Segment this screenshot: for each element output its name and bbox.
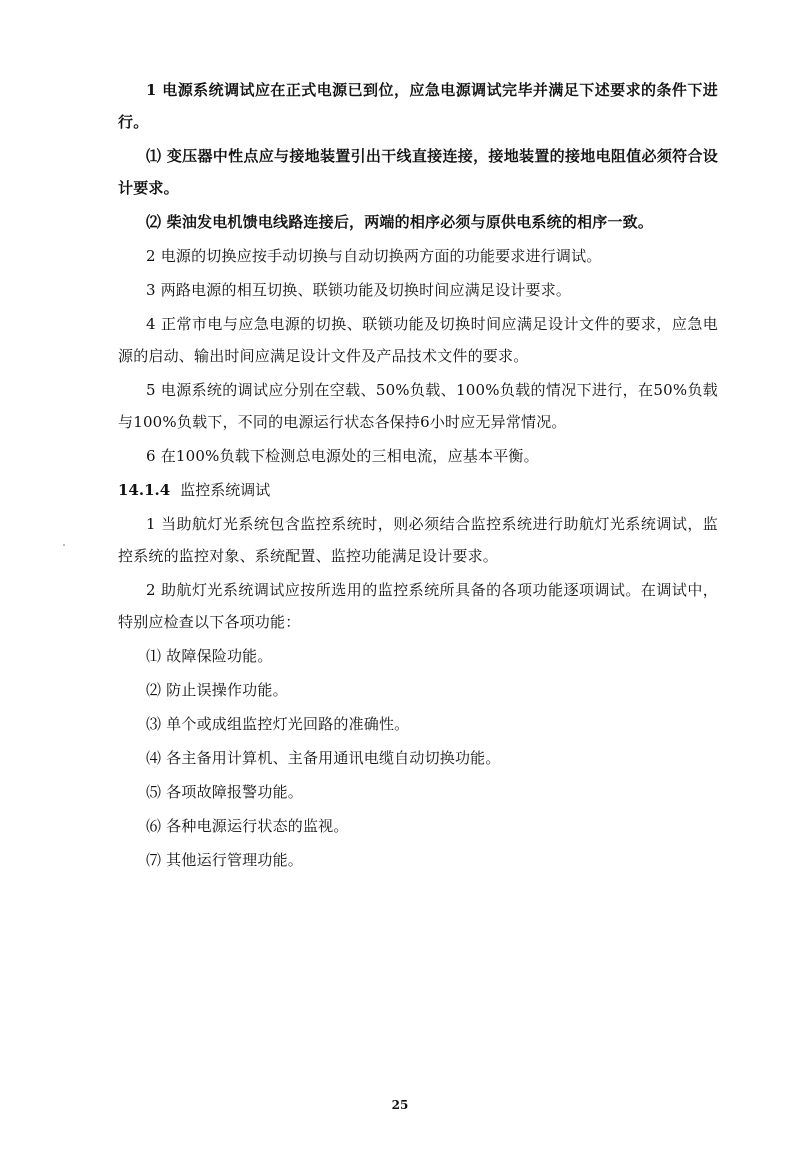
list-item-fault-alarm: ⑸ 各项故障报警功能。 bbox=[146, 783, 303, 801]
paragraph-power-debug-conditions: 1 电源系统调试应在正式电源已到位，应急电源调试完毕并满足下述要求的条件下进行。 bbox=[118, 81, 718, 131]
page-number: 25 bbox=[391, 1098, 409, 1112]
list-item-power-state-monitoring: ⑹ 各种电源运行状态的监视。 bbox=[146, 817, 349, 835]
paragraph-dual-power-interlock: 3 两路电源的相互切换、联锁功能及切换时间应满足设计要求。 bbox=[146, 281, 572, 299]
section-heading bbox=[118, 474, 718, 506]
scan-dot bbox=[63, 544, 65, 546]
item-diesel-generator-phase: ⑵ 柴油发电机馈电线路连接后，两端的相序必须与原供电系统的相序一致。 bbox=[146, 213, 654, 231]
paragraph-monitoring-scope: 1 当助航灯光系统包含监控系统时，则必须结合监控系统进行助航灯光系统调试，监控系统的监控对象、系统配置、监控功能满足设计要求。 bbox=[118, 515, 718, 565]
item-transformer-grounding: ⑴ 变压器中性点应与接地装置引出干线直接连接，接地装置的接地电阻值必须符合设计要求。 bbox=[118, 147, 718, 197]
section-number: 14.1.4 bbox=[118, 481, 171, 499]
paragraph-power-switching: 2 电源的切换应按手动切换与自动切换两方面的功能要求进行调试。 bbox=[146, 247, 602, 265]
list-item-circuit-accuracy: ⑶ 单个或成组监控灯光回路的准确性。 bbox=[146, 715, 410, 733]
paragraph-mains-emergency-switch: 4 正常市电与应急电源的切换、联锁功能及切换时间应满足设计文件的要求，应急电源的启动、输出时间应满足设计文件及产品技术文件的要求。 bbox=[118, 315, 718, 365]
paragraph-three-phase-current: 6 在100%负载下检测总电源处的三相电流，应基本平衡。 bbox=[146, 447, 539, 465]
section-title: 监控系统调试 bbox=[180, 481, 271, 499]
body-text bbox=[118, 74, 718, 878]
list-item-auto-switchover: ⑷ 各主备用计算机、主备用通讯电缆自动切换功能。 bbox=[146, 749, 501, 767]
list-item-other-management: ⑺ 其他运行管理功能。 bbox=[146, 851, 303, 869]
list-item-misoperation-prevention: ⑵ 防止误操作功能。 bbox=[146, 681, 288, 699]
paragraph-load-test: 5 电源系统的调试应分别在空载、50%负载、100%负载的情况下进行，在50%负载与100%负载下，不同的电源运行状态各保持6小时应无异常情况。 bbox=[118, 381, 718, 431]
paragraph-monitoring-functions: 2 助航灯光系统调试应按所选用的监控系统所具备的各项功能逐项调试。在调试中，特别应检查以下各项功能： bbox=[118, 581, 718, 631]
list-item-fault-protection: ⑴ 故障保险功能。 bbox=[146, 647, 273, 665]
